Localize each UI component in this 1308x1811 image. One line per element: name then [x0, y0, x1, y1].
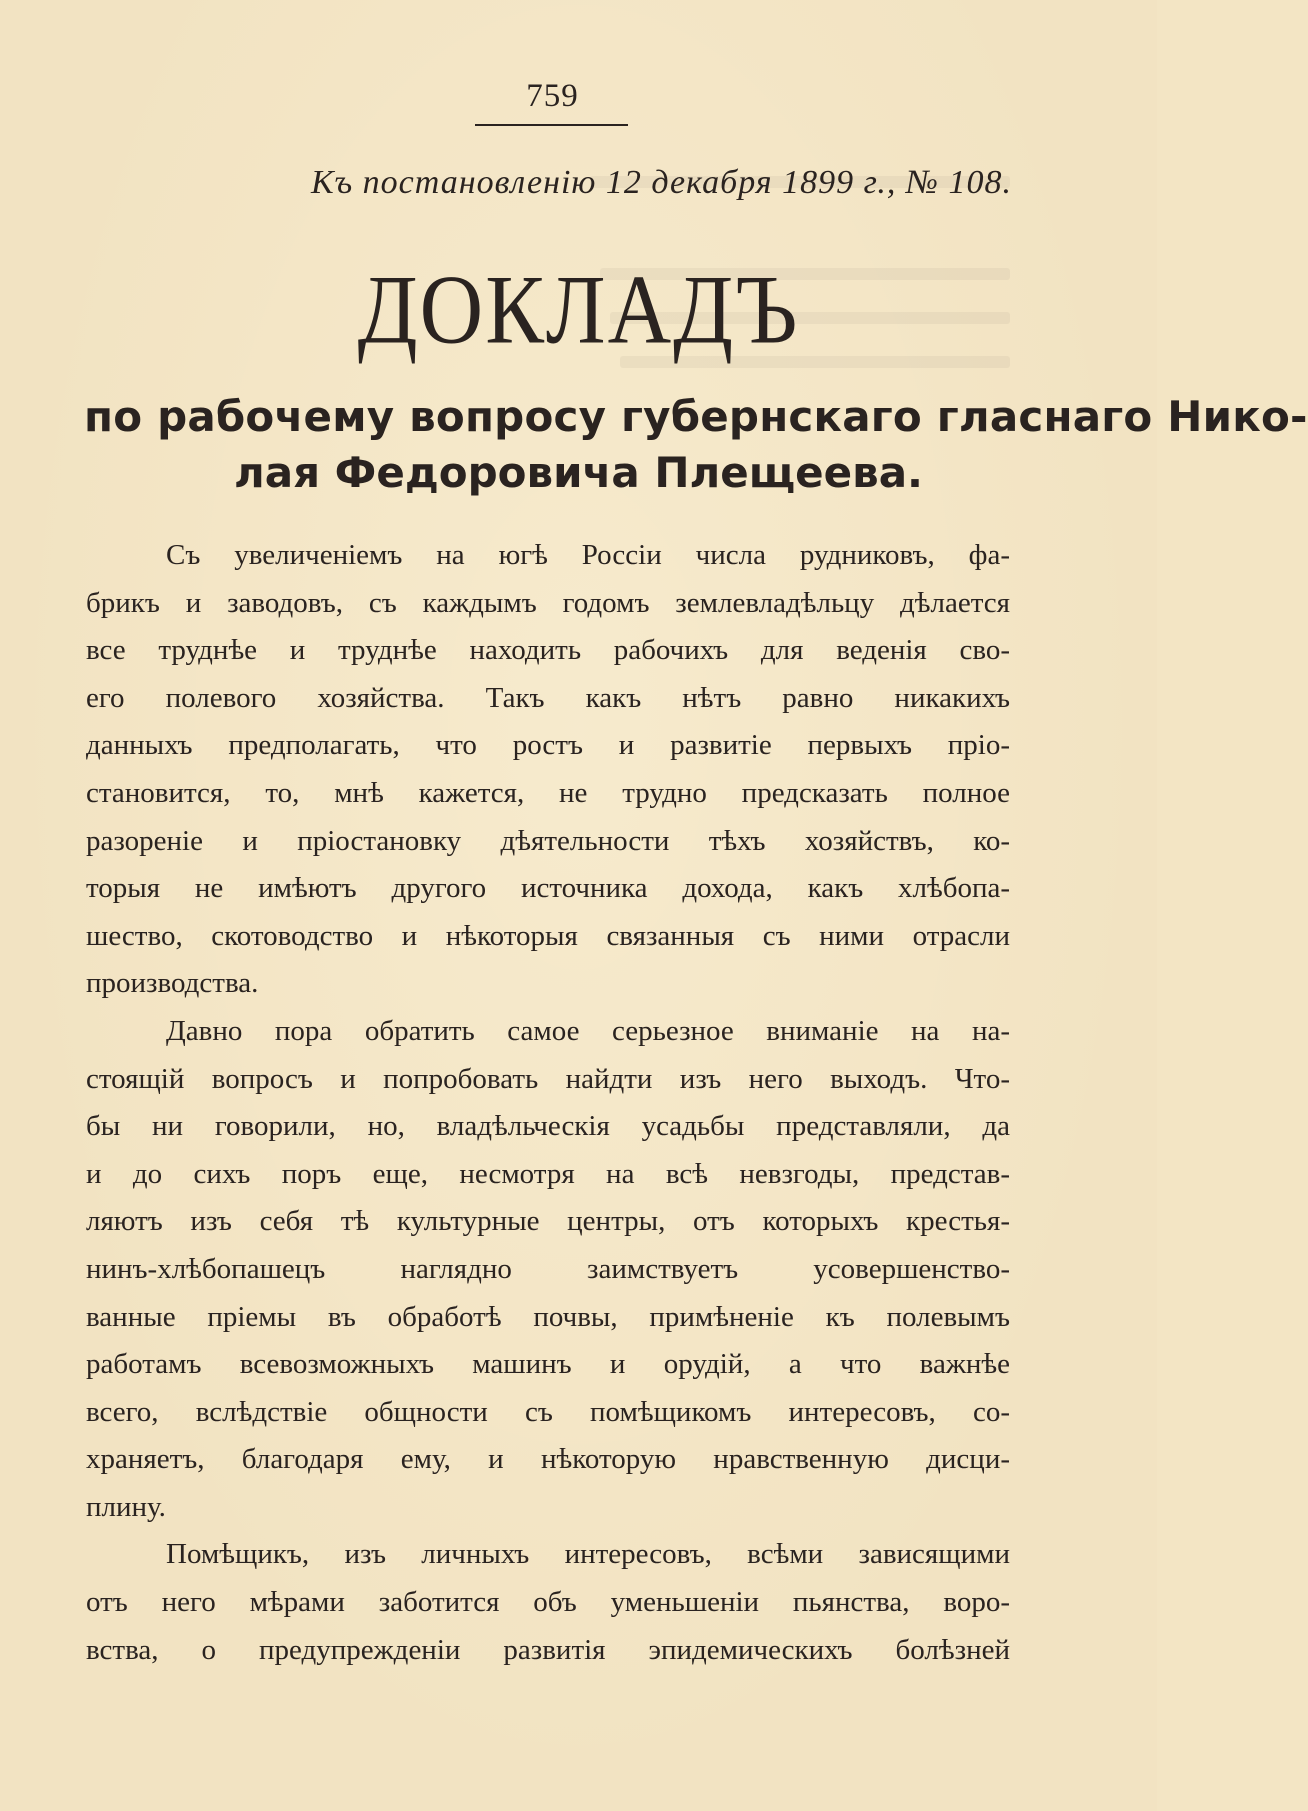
text-line: работамъ всевозможныхъ машинъ и орудій, а что важнѣе — [86, 1348, 1010, 1381]
text-line: производства. — [86, 967, 259, 1000]
text-line: данныхъ предполагать, что ростъ и развитіе первыхъ пріо- — [86, 729, 1010, 762]
text-line: плину. — [86, 1490, 166, 1523]
page-number: 759 — [526, 78, 579, 114]
resolution-reference: Къ постановленію 12 декабря 1899 г., № 108. — [310, 164, 1012, 201]
page-number-rule — [475, 124, 628, 126]
text-line: шество, скотоводство и нѣкоторыя связанныя съ ними отрасли — [86, 919, 1010, 952]
text-line: вства, о предупрежденіи развитія эпидемическихъ болѣзней — [86, 1633, 1010, 1666]
text-line: Помѣщикъ, изъ личныхъ интересовъ, всѣми зависящими — [166, 1538, 1010, 1571]
text-line: стоящій вопросъ и попробовать найдти изъ него выходъ. Что- — [86, 1062, 1010, 1095]
document-title: ДОКЛАДЪ — [357, 256, 800, 366]
text-line: бы ни говорили, но, владѣльческія усадьбы представляли, да — [86, 1110, 1010, 1143]
text-line: все труднѣе и труднѣе находить рабочихъ для веденія сво- — [86, 634, 1010, 667]
text-line: отъ него мѣрами заботится объ уменьшеніи пьянства, воро- — [86, 1586, 1010, 1619]
text-line: торыя не имѣютъ другого источника дохода, какъ хлѣбопа- — [86, 872, 1010, 905]
text-line: нинъ-хлѣбопашецъ наглядно заимствуетъ усовершенство- — [86, 1252, 1010, 1285]
body-text — [86, 532, 1010, 1674]
text-line: Съ увеличеніемъ на югѣ Россіи числа рудниковъ, фа- — [166, 539, 1010, 571]
text-line: храняетъ, благодаря ему, и нѣкоторую нравственную дисци- — [86, 1443, 1010, 1476]
text-line: брикъ и заводовъ, съ каждымъ годомъ землевладѣльцу дѣлается — [86, 586, 1010, 619]
text-line: ляютъ изъ себя тѣ культурные центры, отъ которыхъ крестья- — [86, 1205, 1010, 1238]
subtitle-line: лая Федоровича Плещеева. — [233, 448, 923, 497]
subtitle-line: по рабочему вопросу губернскаго гласнаго Нико- — [84, 392, 1308, 441]
text-line: его полевого хозяйства. Такъ какъ нѣтъ равно никакихъ — [86, 681, 1010, 714]
text-line: Давно пора обратить самое серьезное вниманіе на на- — [166, 1014, 1010, 1047]
text-line: всего, вслѣдствіе общности съ помѣщикомъ интересовъ, со- — [86, 1395, 1010, 1428]
text-line: и до сихъ поръ еще, несмотря на всѣ невзгоды, представ- — [86, 1157, 1010, 1190]
text-line: становится, то, мнѣ кажется, не трудно предсказать полное — [86, 776, 1010, 809]
text-line: разореніе и пріостановку дѣятельности тѣхъ хозяйствъ, ко- — [86, 824, 1010, 857]
text-line: ванные пріемы въ обработѣ почвы, примѣненіе къ полевымъ — [86, 1300, 1010, 1333]
